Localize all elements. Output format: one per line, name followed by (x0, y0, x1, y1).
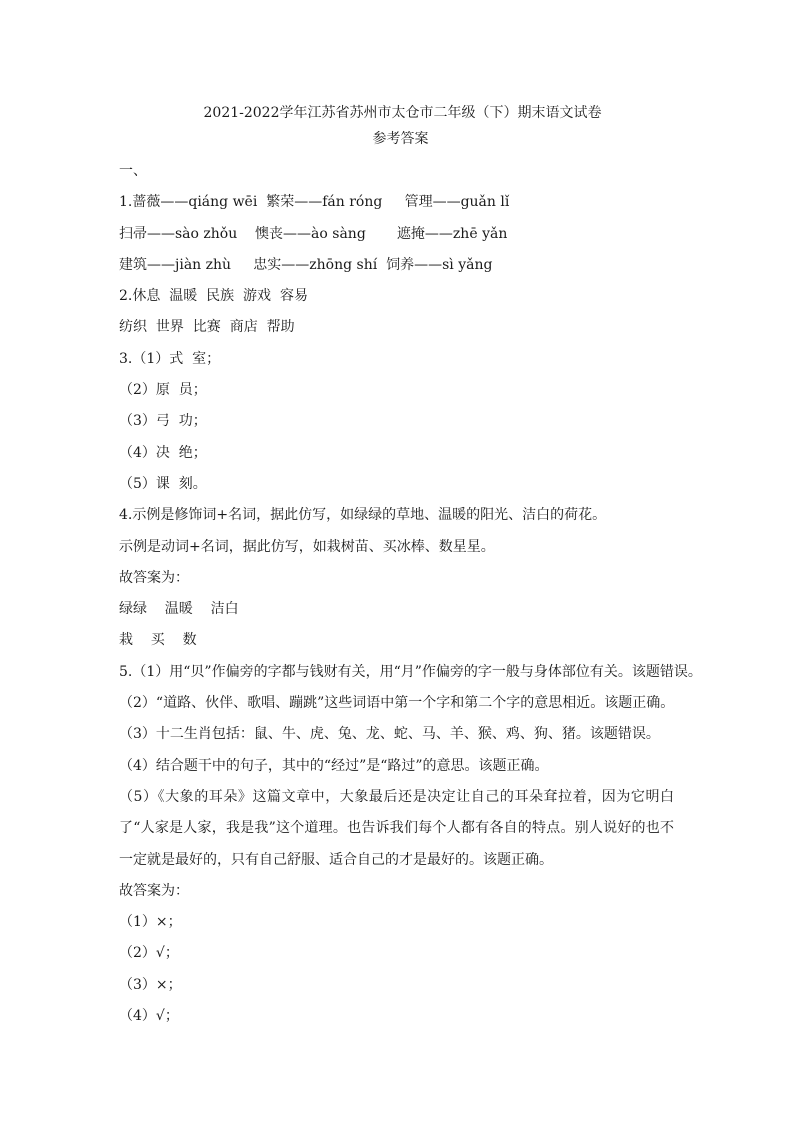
text-line: 一、 (119, 163, 147, 179)
answer-item: （1）×； (119, 914, 182, 931)
text-line: （2）“道路、伙伴、歌唱、蹦跳”这些词语中第一个字和第二个字的意思相近。该题正确。 (119, 695, 675, 712)
answer-item: （3）×； (119, 976, 182, 993)
text-line: 建筑——jiàn zhù 忠实——zhōng shí 饲养——sì yǎng (119, 256, 493, 273)
text-line: 5.（1）用“贝”作偏旁的字都与钱财有关，用“月”作偏旁的字一般与身体部位有关。该题错误。 (119, 663, 702, 680)
text-line: 扫帚——sào zhǒu 懊丧——ào sàng 遮掩——zhē yǎn (119, 225, 508, 242)
text-line: （5）课 刻。 (119, 475, 207, 492)
answer-item: （4）√； (119, 1008, 179, 1025)
text-line: 绿绿 温暖 洁白 (119, 601, 239, 618)
document-subtitle: 参考答案 (372, 131, 429, 147)
text-paragraph: （5）《大象的耳朵》这篇文章中，大象最后还是决定让自己的耳朵耷拉着，因为它明白了“人家是人家，我是我”这个道理。也告诉我们每个人都有各自的特点。别人说好的也不一定就是最好的，只有自己舒服、适合自己的才是最好的。该题正确。 (119, 788, 674, 868)
text-line: 纺织 世界 比赛 商店 帮助 (119, 319, 295, 336)
document-title: 2021-2022学年江苏省苏州市太仓市二年级（下）期末语文试卷 (203, 105, 602, 121)
text-line: 2.休息 温暖 民族 游戏 容易 (119, 288, 308, 305)
text-line: 1.蔷薇——qiáng wēi 繁荣——fán róng 管理——guǎn lǐ (119, 194, 510, 211)
text-line: （4）结合题干中的句子，其中的“经过”是“路过”的意思。该题正确。 (119, 757, 549, 774)
text-line: （3）十二生肖包括：鼠、牛、虎、兔、龙、蛇、马、羊、猴、鸡、狗、猪。该题错误。 (119, 726, 660, 743)
text-line: 4.示例是修饰词+名词，据此仿写，如绿绿的草地、温暖的阳光、洁白的荷花。 (119, 507, 607, 524)
text-line: 3.（1）式 室； (119, 350, 221, 367)
answer-body (119, 156, 702, 1032)
text-line: 故答案为： (119, 882, 189, 899)
text-line: （2）原 员； (119, 382, 207, 399)
text-line: 栽 买 数 (119, 632, 197, 649)
answer-item: （2）√； (119, 945, 179, 962)
text-line: （3）弓 功； (119, 413, 207, 430)
text-line: 示例是动词+名词，据此仿写，如栽树苗、买冰棒、数星星。 (119, 538, 495, 555)
text-line: （4）决 绝； (119, 444, 207, 461)
text-line: 故答案为： (119, 569, 189, 586)
